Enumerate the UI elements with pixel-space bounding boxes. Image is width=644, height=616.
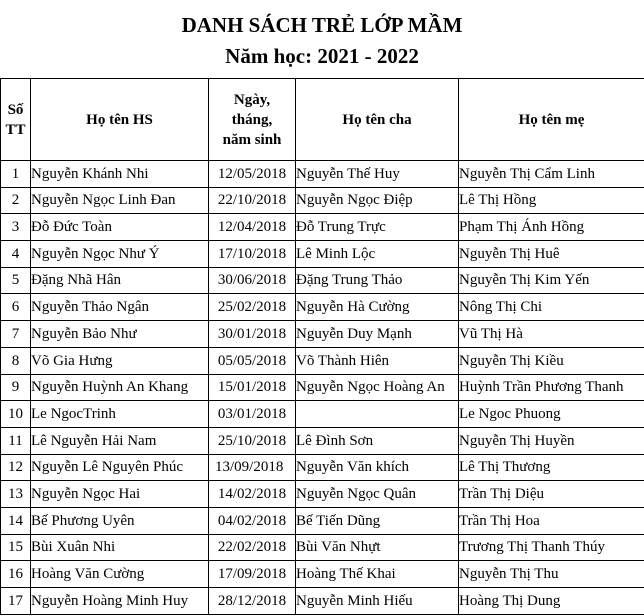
table-row — [1, 321, 644, 348]
mother-name-cell: Le Ngoc Phuong — [459, 401, 644, 428]
mother-name-cell: Lê Thị Thương — [459, 454, 644, 481]
father-name-cell: Nguyễn Duy Mạnh — [296, 321, 459, 348]
mother-name-cell: Nguyễn Thị Huyền — [459, 427, 644, 454]
mother-name-cell: Nông Thị Chi — [459, 294, 644, 321]
header-dob: Ngày, tháng, năm sinh — [209, 79, 296, 161]
table-row — [1, 561, 644, 588]
mother-name-cell: Hoàng Thị Dung — [459, 588, 644, 615]
date-of-birth-cell: 04/02/2018 — [209, 507, 296, 534]
mother-name-cell: Nguyễn Thị Kim Yến — [459, 267, 644, 294]
student-name-cell: Nguyễn Lê Nguyên Phúc — [31, 454, 209, 481]
row-number-cell: 2 — [1, 187, 31, 214]
father-name-cell: Nguyễn Ngọc Điệp — [296, 187, 459, 214]
table-row — [1, 507, 644, 534]
row-number-cell: 11 — [1, 427, 31, 454]
father-name-cell — [296, 401, 459, 428]
mother-name-cell: Nguyễn Thị Cẩm Linh — [459, 161, 644, 188]
row-number-cell: 17 — [1, 588, 31, 615]
date-of-birth-cell: 25/02/2018 — [209, 294, 296, 321]
father-name-cell: Hoàng Thế Khai — [296, 561, 459, 588]
table-row — [1, 481, 644, 508]
mother-name-cell: Nguyễn Thị Kiều — [459, 347, 644, 374]
date-of-birth-cell: 28/12/2018 — [209, 588, 296, 615]
table-row — [1, 427, 644, 454]
mother-name-cell: Trần Thị Diệu — [459, 481, 644, 508]
table-row — [1, 161, 644, 188]
table-row — [1, 187, 644, 214]
father-name-cell: Nguyễn Ngọc Quân — [296, 481, 459, 508]
father-name-cell: Võ Thành Hiên — [296, 347, 459, 374]
mother-name-cell: Nguyễn Thị Thu — [459, 561, 644, 588]
date-of-birth-cell: 13/09/2018 — [209, 454, 296, 481]
table-row — [1, 588, 644, 615]
father-name-cell: Nguyễn Ngọc Hoàng An — [296, 374, 459, 401]
father-name-cell: Bế Tiến Dũng — [296, 507, 459, 534]
student-name-cell: Đặng Nhã Hân — [31, 267, 209, 294]
father-name-cell: Lê Minh Lộc — [296, 241, 459, 268]
date-of-birth-cell: 25/10/2018 — [209, 427, 296, 454]
father-name-cell: Đỗ Trung Trực — [296, 214, 459, 241]
student-name-cell: Lê Nguyễn Hải Nam — [31, 427, 209, 454]
father-name-cell: Nguyễn Minh Hiếu — [296, 588, 459, 615]
student-name-cell: Nguyễn Bảo Như — [31, 321, 209, 348]
father-name-cell: Nguyễn Hà Cường — [296, 294, 459, 321]
student-name-cell: Nguyễn Thảo Ngân — [31, 294, 209, 321]
date-of-birth-cell: 03/01/2018 — [209, 401, 296, 428]
mother-name-cell: Nguyễn Thị Huê — [459, 241, 644, 268]
father-name-cell: Nguyễn Thế Huy — [296, 161, 459, 188]
student-name-cell: Nguyễn Ngọc Như Ý — [31, 241, 209, 268]
student-name-cell: Nguyễn Khánh Nhi — [31, 161, 209, 188]
table-row — [1, 534, 644, 561]
student-table — [0, 78, 644, 615]
date-of-birth-cell: 22/10/2018 — [209, 187, 296, 214]
table-row — [1, 214, 644, 241]
table-row — [1, 374, 644, 401]
date-of-birth-cell: 30/01/2018 — [209, 321, 296, 348]
date-of-birth-cell: 14/02/2018 — [209, 481, 296, 508]
row-number-cell: 7 — [1, 321, 31, 348]
row-number-cell: 10 — [1, 401, 31, 428]
table-row — [1, 294, 644, 321]
header-row — [1, 79, 644, 161]
father-name-cell: Lê Đình Sơn — [296, 427, 459, 454]
row-number-cell: 6 — [1, 294, 31, 321]
student-name-cell: Le NgocTrinh — [31, 401, 209, 428]
father-name-cell: Đặng Trung Thảo — [296, 267, 459, 294]
date-of-birth-cell: 05/05/2018 — [209, 347, 296, 374]
student-name-cell: Nguyễn Hoàng Minh Huy — [31, 588, 209, 615]
header-stt: Số TT — [1, 79, 31, 161]
row-number-cell: 12 — [1, 454, 31, 481]
row-number-cell: 15 — [1, 534, 31, 561]
student-name-cell: Võ Gia Hưng — [31, 347, 209, 374]
table-row — [1, 454, 644, 481]
row-number-cell: 1 — [1, 161, 31, 188]
student-name-cell: Bùi Xuân Nhi — [31, 534, 209, 561]
student-name-cell: Nguyễn Ngọc Linh Đan — [31, 187, 209, 214]
date-of-birth-cell: 12/04/2018 — [209, 214, 296, 241]
mother-name-cell: Phạm Thị Ánh Hồng — [459, 214, 644, 241]
table-row — [1, 401, 644, 428]
student-name-cell: Đỗ Đức Toàn — [31, 214, 209, 241]
row-number-cell: 16 — [1, 561, 31, 588]
student-name-cell: Nguyễn Ngọc Hai — [31, 481, 209, 508]
father-name-cell: Nguyễn Văn khích — [296, 454, 459, 481]
mother-name-cell: Trần Thị Hoa — [459, 507, 644, 534]
row-number-cell: 8 — [1, 347, 31, 374]
date-of-birth-cell: 15/01/2018 — [209, 374, 296, 401]
mother-name-cell: Huỳnh Trần Phương Thanh — [459, 374, 644, 401]
student-name-cell: Nguyễn Huỳnh An Khang — [31, 374, 209, 401]
date-of-birth-cell: 30/06/2018 — [209, 267, 296, 294]
document-title: DANH SÁCH TRẺ LỚP MẦM — [181, 13, 463, 37]
date-of-birth-cell: 22/02/2018 — [209, 534, 296, 561]
student-name-cell: Bế Phương Uyên — [31, 507, 209, 534]
header-mother-name: Họ tên mẹ — [459, 79, 644, 161]
row-number-cell: 9 — [1, 374, 31, 401]
table-row — [1, 347, 644, 374]
school-year: Năm học: 2021 - 2022 — [225, 44, 419, 68]
student-name-cell: Hoàng Văn Cường — [31, 561, 209, 588]
row-number-cell: 3 — [1, 214, 31, 241]
table-body — [1, 161, 644, 615]
father-name-cell: Bùi Văn Nhựt — [296, 534, 459, 561]
header-student-name: Họ tên HS — [31, 79, 209, 161]
row-number-cell: 13 — [1, 481, 31, 508]
row-number-cell: 5 — [1, 267, 31, 294]
row-number-cell: 14 — [1, 507, 31, 534]
mother-name-cell: Lê Thị Hồng — [459, 187, 644, 214]
row-number-cell: 4 — [1, 241, 31, 268]
header-father-name: Họ tên cha — [296, 79, 459, 161]
date-of-birth-cell: 17/10/2018 — [209, 241, 296, 268]
mother-name-cell: Trương Thị Thanh Thúy — [459, 534, 644, 561]
date-of-birth-cell: 12/05/2018 — [209, 161, 296, 188]
table-row — [1, 241, 644, 268]
table-row — [1, 267, 644, 294]
date-of-birth-cell: 17/09/2018 — [209, 561, 296, 588]
mother-name-cell: Vũ Thị Hà — [459, 321, 644, 348]
